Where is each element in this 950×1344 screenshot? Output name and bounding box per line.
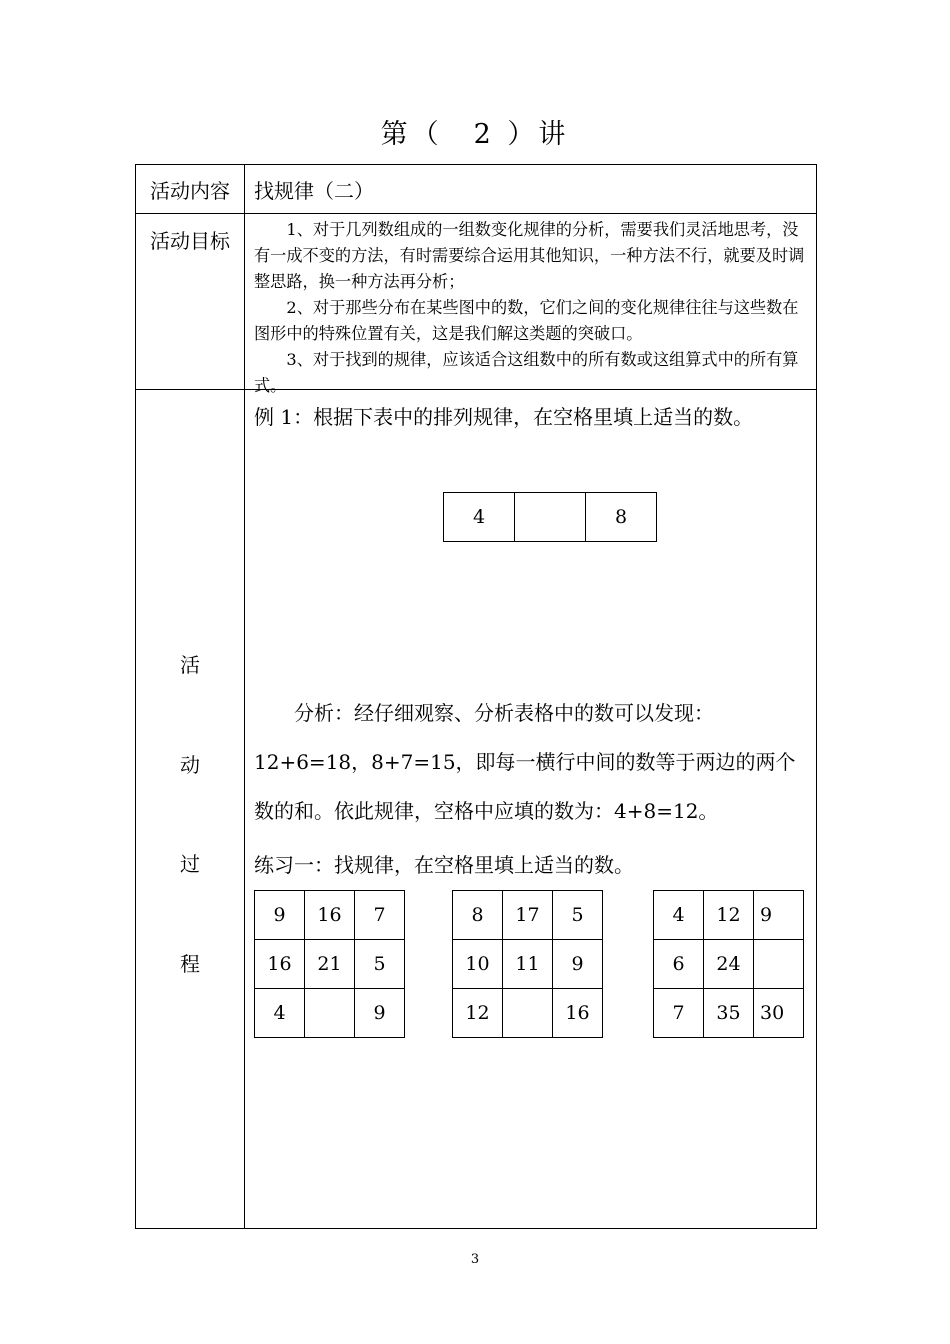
grid-cell: 11 bbox=[503, 940, 553, 989]
grid-cell: 30 bbox=[754, 989, 804, 1038]
label-process-char: 程 bbox=[180, 952, 200, 976]
row-divider bbox=[136, 213, 816, 214]
goal-item: 2、对于那些分布在某些图中的数，它们之间的变化规律往往与这些数在图形中的特殊位置有关，这是我们解这类题的突破口。 bbox=[254, 298, 799, 343]
analysis-text bbox=[254, 689, 810, 836]
grid-cell: 8 bbox=[453, 891, 503, 940]
label-process-char: 活 bbox=[180, 653, 200, 677]
grid-cell: 12 bbox=[704, 891, 754, 940]
example-table bbox=[443, 492, 657, 542]
grid-cell bbox=[305, 989, 355, 1038]
grid-cell: 16 bbox=[255, 940, 305, 989]
label-process-char: 过 bbox=[180, 852, 200, 876]
analysis-line: 12+6=18，8+7=15，即每一横行中间的数等于两边的两个 bbox=[254, 750, 796, 774]
grid-cell: 16 bbox=[305, 891, 355, 940]
grid-cell bbox=[754, 940, 804, 989]
grid-cell: 9 bbox=[553, 940, 603, 989]
grid-cell: 17 bbox=[503, 891, 553, 940]
example-prompt: 例 1：根据下表中的排列规律，在空格里填上适当的数。 bbox=[254, 405, 754, 429]
example-cell bbox=[515, 493, 586, 542]
exercise-grid-3 bbox=[653, 890, 804, 1038]
grid-cell bbox=[503, 989, 553, 1038]
column-divider bbox=[244, 165, 245, 1228]
grid-cell: 16 bbox=[553, 989, 603, 1038]
grid-cell: 12 bbox=[453, 989, 503, 1038]
grid-cell: 4 bbox=[654, 891, 704, 940]
grid-cell: 7 bbox=[355, 891, 405, 940]
activity-goals bbox=[254, 217, 810, 399]
example-cell: 4 bbox=[444, 493, 515, 542]
grid-cell: 35 bbox=[704, 989, 754, 1038]
grid-cell: 9 bbox=[355, 989, 405, 1038]
grid-cell: 21 bbox=[305, 940, 355, 989]
goal-item: 3、对于找到的规律，应该适合这组数中的所有数或这组算式中的所有算式。 bbox=[254, 350, 799, 395]
label-process-char: 动 bbox=[180, 753, 200, 777]
activity-content-title: 找规律（二） bbox=[254, 179, 374, 203]
activity-table bbox=[135, 164, 817, 1229]
grid-cell: 9 bbox=[255, 891, 305, 940]
label-activity-content: 活动内容 bbox=[150, 179, 230, 203]
analysis-line: 分析：经仔细观察、分析表格中的数可以发现： bbox=[254, 701, 714, 725]
example-cell: 8 bbox=[586, 493, 657, 542]
grid-cell: 6 bbox=[654, 940, 704, 989]
grid-cell: 9 bbox=[754, 891, 804, 940]
page-title: 第（ 2 ）讲 bbox=[380, 119, 570, 150]
goal-item: 1、对于几列数组成的一组数变化规律的分析，需要我们灵活地思考，没有一成不变的方法，有时需要综合运用其他知识，一种方法不行，就要及时调整思路，换一种方法再分析； bbox=[254, 220, 805, 291]
label-activity-goal: 活动目标 bbox=[150, 229, 230, 253]
grid-cell: 24 bbox=[704, 940, 754, 989]
exercise-grid-1 bbox=[254, 890, 405, 1038]
grid-cell: 4 bbox=[255, 989, 305, 1038]
page-number: 3 bbox=[470, 1252, 480, 1267]
exercise-prompt: 练习一：找规律，在空格里填上适当的数。 bbox=[254, 853, 634, 877]
exercise-grid-2 bbox=[452, 890, 603, 1038]
grid-cell: 5 bbox=[553, 891, 603, 940]
analysis-line: 数的和。依此规律，空格中应填的数为：4+8=12。 bbox=[254, 799, 719, 823]
grid-cell: 5 bbox=[355, 940, 405, 989]
grid-cell: 7 bbox=[654, 989, 704, 1038]
grid-cell: 10 bbox=[453, 940, 503, 989]
